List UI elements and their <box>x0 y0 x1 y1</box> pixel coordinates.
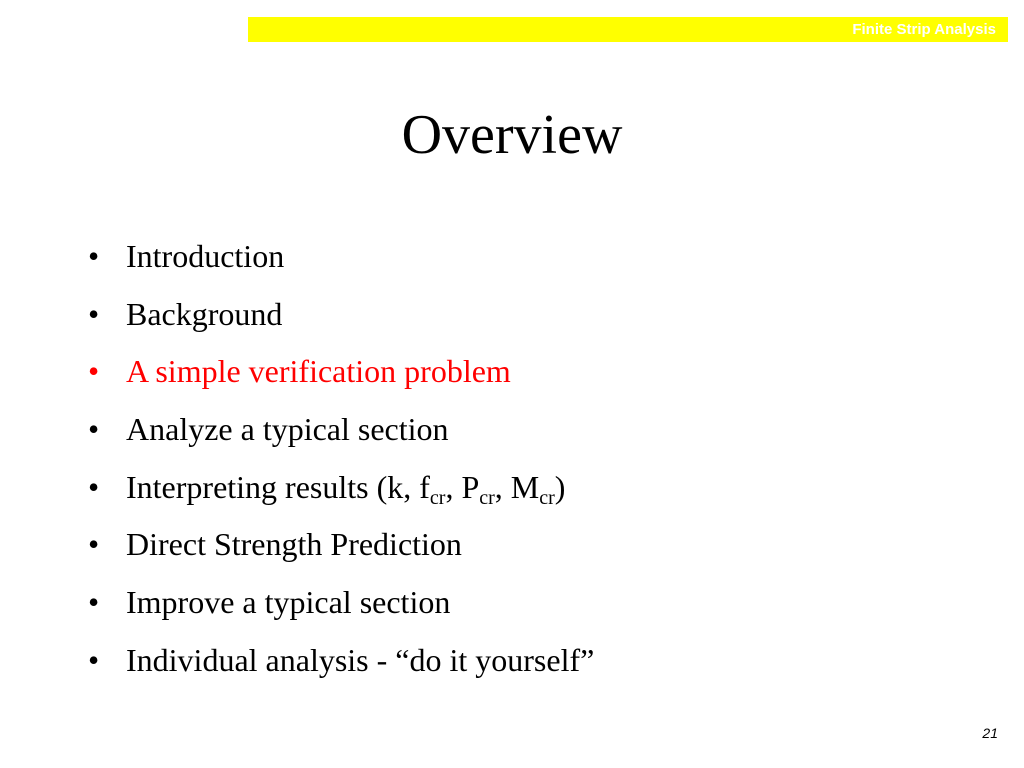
bullet-icon: • <box>88 353 100 390</box>
bullet-item-background <box>84 286 594 344</box>
bullet-text: A simple verification problem <box>126 353 511 390</box>
subscript-cr: cr <box>429 486 446 509</box>
bullet-item-analyze-section <box>84 401 594 459</box>
bullet-icon: • <box>88 411 100 448</box>
bullet-text: Background <box>126 295 283 332</box>
bullet-icon: • <box>88 584 100 621</box>
bullet-item-introduction <box>84 228 594 286</box>
bullet-item-interpreting-results <box>84 459 594 517</box>
bullet-text: Direct Strength Prediction <box>126 526 462 563</box>
bullet-item-direct-strength <box>84 516 594 574</box>
subscript-cr: cr <box>539 486 555 509</box>
bullet-icon: • <box>88 641 100 678</box>
bullet-text <box>126 468 566 509</box>
bullet-text-part: ) <box>554 468 566 505</box>
bullet-list <box>84 228 594 690</box>
bullet-text-part: Interpreting results (k, f <box>126 468 430 505</box>
bullet-text-part: , M <box>494 468 540 505</box>
bullet-icon: • <box>88 238 100 274</box>
bullet-item-individual-analysis <box>84 632 594 690</box>
page-number: 21 <box>982 725 998 741</box>
bullet-icon: • <box>88 295 100 332</box>
bullet-icon: • <box>88 526 100 563</box>
subscript-cr: cr <box>479 486 495 509</box>
bullet-text: Individual analysis - “do it yourself” <box>126 641 595 678</box>
bullet-item-verification-problem <box>84 343 594 401</box>
bullet-text: Analyze a typical section <box>126 411 449 448</box>
bullet-text: Improve a typical section <box>126 584 451 621</box>
bullet-text-part: , P <box>445 468 480 505</box>
header-bar <box>248 17 1008 42</box>
header-label: Finite Strip Analysis <box>852 21 996 38</box>
bullet-item-improve-section <box>84 574 594 632</box>
bullet-text: Introduction <box>126 238 285 274</box>
bullet-icon: • <box>88 468 100 505</box>
slide-title: Overview <box>401 104 623 166</box>
